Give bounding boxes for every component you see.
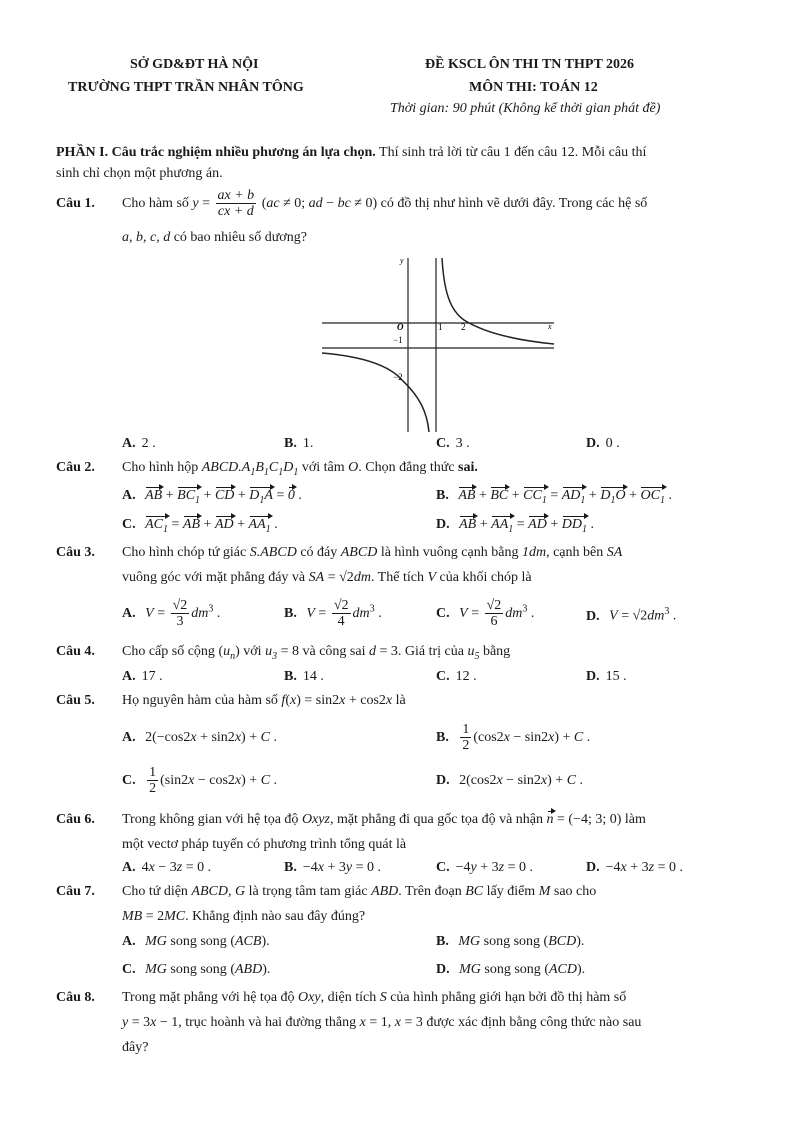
q7-text-line2: MB = 2MC. Khẳng định nào sau đây đúng? — [122, 909, 366, 924]
label-origin: O — [397, 322, 404, 332]
q6-option-a[interactable]: A. 4x − 3z = 0 . — [122, 860, 212, 875]
part1-heading — [56, 145, 646, 161]
q6-option-b[interactable]: B. −4x + 3y = 0 . — [284, 860, 381, 875]
q2-option-a[interactable]: A. AB + $BC_1$ + CD + $D_1A = 0$ . — [122, 488, 302, 506]
school-dept: SỞ GD&ĐT HÀ NỘI — [130, 57, 259, 72]
q1-option-a[interactable]: A. 2 . — [122, 436, 156, 451]
label-1: 1 — [438, 322, 443, 332]
q2-option-c[interactable]: C. $AC_1$ = AB + AD + $AA_1$ . — [122, 517, 278, 535]
exam-time: Thời gian: 90 phút (Không kể thời gian phát đề) — [390, 101, 661, 116]
q8-text-line2: y = 3x − 1, trục hoành và hai đường thẳng x = 1, x = 3 được xác định bằng công thức nào sau — [122, 1015, 642, 1030]
q2-label: Câu 2. — [56, 460, 95, 475]
q3-option-c[interactable]: C. V = $\frac{√2}{6}$ $dm^3$ . — [436, 598, 535, 630]
q1-text-a: Cho hàm số — [122, 196, 189, 212]
q4-option-a[interactable]: A. 17 . — [122, 669, 163, 684]
exam-subject: MÔN THI: TOÁN 12 — [469, 80, 598, 95]
q7-option-b[interactable]: B. MG song song (BCD). — [436, 934, 585, 949]
q1-graph — [318, 252, 558, 434]
q1-text-c: có bao nhiêu số dương? — [173, 230, 307, 245]
q5-option-c[interactable]: C. $\frac{1}{2}$ (sin2x − cos2x) + C . — [122, 765, 278, 797]
q1-text-b: có đồ thị như hình vẽ dưới đây. Trong các hệ số — [380, 196, 648, 212]
q3-label: Câu 3. — [56, 545, 95, 560]
q8-label: Câu 8. — [56, 990, 95, 1005]
q8-text: Trong mặt phẳng với hệ tọa độ Oxy, diện tích S của hình phẳng giới hạn bởi đồ thị hàm số — [122, 990, 627, 1005]
q4-option-b[interactable]: B. 14 . — [284, 669, 324, 684]
q5-option-a[interactable]: A. 2(−cos2x + sin2x) + C . — [122, 730, 277, 745]
q3-text-line2: vuông góc với mặt phẳng đáy và SA = √2dm. Thể tích V của khối chóp là — [122, 570, 532, 585]
q4-option-c[interactable]: C. 12 . — [436, 669, 477, 684]
exam-title: ĐỀ KSCL ÔN THI TN THPT 2026 — [425, 57, 635, 72]
graph-left-branch — [322, 353, 429, 432]
q3-option-a[interactable]: A. V = $\frac{√2}{3}$ $dm^3$ . — [122, 598, 221, 630]
q5-text: Họ nguyên hàm của hàm số f(x) = sin2x + cos2x là — [122, 693, 406, 708]
q4-text: Cho cấp số cộng $(u_n)$ với $u_3 = 8$ và công sai d = 3. Giá trị của $u_5$ bằng — [122, 644, 511, 662]
q7-option-d[interactable]: D. MG song song (ACD). — [436, 962, 586, 977]
q1-option-d[interactable]: D. 0 . — [586, 436, 620, 451]
q5-option-d[interactable]: D. 2(cos2x − sin2x) + C . — [436, 773, 584, 788]
q7-text: Cho tứ diện ABCD, G là trọng tâm tam giác ABD. Trên đoạn BC lấy điểm M sao cho — [122, 884, 597, 899]
q3-option-b[interactable]: B. V = $\frac{√2}{4}$ $dm^3$ . — [284, 598, 382, 630]
q4-option-d[interactable]: D. 15 . — [586, 669, 627, 684]
q7-option-c[interactable]: C. MG song song (ABD). — [122, 962, 271, 977]
q5-label: Câu 5. — [56, 693, 95, 708]
graph-right-branch — [442, 258, 554, 344]
q6-label: Câu 6. — [56, 812, 95, 827]
q1-option-b[interactable]: B. 1. — [284, 436, 314, 451]
q6-text: Trong không gian với hệ tọa độ Oxyz, mặt phẳng đi qua gốc tọa độ và nhận n = (−4; 3; 0) làm — [122, 812, 646, 827]
part1-desc: Thí sinh trả lời từ câu 1 đến câu 12. Mỗi câu thí — [375, 145, 647, 160]
q1-text-line2: a, b, c, d có bao nhiêu số dương? — [122, 230, 307, 245]
q2-option-d[interactable]: D. AB + $AA_1$ = AD + $DD_1$ . — [436, 517, 594, 535]
q4-label: Câu 4. — [56, 644, 95, 659]
q5-option-b[interactable]: B. $\frac{1}{2}$ (cos2x − sin2x) + C . — [436, 722, 591, 754]
q8-text-line3: đây? — [122, 1040, 149, 1055]
q6-option-d[interactable]: D. −4x + 3z = 0 . — [586, 860, 684, 875]
label-m1: −1 — [393, 335, 403, 345]
label-x: x — [548, 322, 552, 331]
q1-label: Câu 1. — [56, 196, 95, 211]
q3-text: Cho hình chóp tứ giác S.ABCD có đáy ABCD là hình vuông cạnh bằng 1dm, cạnh bên SA — [122, 545, 623, 560]
q1-text: Cho hàm số y = $\frac{ax + b}{cx + d}$ (ac ≠ 0; ad − bc ≠ 0) có đồ thị như hình vẽ dưới đây. Trong các hệ số — [122, 188, 648, 220]
q6-text-line2: một vectơ pháp tuyến có phương trình tổng quát là — [122, 837, 407, 852]
school-name: TRƯỜNG THPT TRẦN NHÂN TÔNG — [68, 80, 304, 95]
q2-option-b[interactable]: B. AB + BC + $CC_1 = AD_1 + D_1O + OC_1$ . — [436, 488, 672, 506]
q3-option-d[interactable]: D. $V = √2dm^3$ . — [586, 606, 677, 624]
q2-text: Cho hình hộp $ABCD.A_1B_1C_1D_1$ với tâm O. Chọn đẳng thức sai. — [122, 460, 478, 478]
q1-option-c[interactable]: C. 3 . — [436, 436, 470, 451]
label-y: y — [400, 256, 404, 265]
q7-option-a[interactable]: A. MG song song (ACB). — [122, 934, 270, 949]
part1-title: PHẦN I. Câu trắc nghiệm nhiều phương án lựa chọn. — [56, 145, 376, 160]
part1-desc2: sinh chỉ chọn một phương án. — [56, 166, 223, 181]
q6-option-c[interactable]: C. −4y + 3z = 0 . — [436, 860, 534, 875]
label-m2: −2 — [393, 372, 403, 382]
label-2: 2 — [461, 322, 466, 332]
q7-label: Câu 7. — [56, 884, 95, 899]
